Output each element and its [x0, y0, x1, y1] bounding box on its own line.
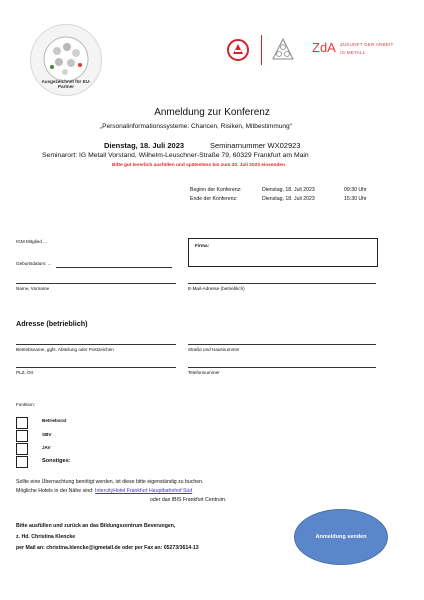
- option-sonstiges: Sonstiges:: [42, 458, 71, 464]
- deadline-note: Bitte gut leserlich ausfüllen und spätestens bis zum 30. Juli 2023 einsenden: [112, 163, 286, 168]
- hotel-link[interactable]: IntercityHotel Frankfurt Hauptbahnhof Süd: [95, 488, 193, 494]
- igmetall-logo-icon: [226, 38, 250, 62]
- begin-date: Dienstag, 18. Juli 2023: [262, 187, 315, 193]
- option-sbv: SBV: [42, 432, 52, 437]
- zda-subline-1: ZUKUNFT DER ARBEIT: [340, 42, 394, 47]
- checkbox-jav[interactable]: [16, 443, 28, 455]
- hotel-prefix: Mögliche Hotels in der Nähe sind:: [16, 488, 94, 494]
- option-jav: JAV: [42, 445, 51, 450]
- begin-time: 09:30 Uhr: [344, 187, 367, 193]
- conference-subtitle: „Personalinformationssysteme: Chancen, Risiken, Mitbestimmung“: [100, 123, 292, 130]
- checkbox-betriebsrat[interactable]: [16, 417, 28, 429]
- address-heading: Adresse (betrieblich): [16, 319, 88, 328]
- firma-field[interactable]: [188, 238, 378, 267]
- phone-field[interactable]: [188, 367, 376, 368]
- hotel-suggestion: [16, 488, 192, 494]
- conference-date: Dienstag, 18. Juli 2023: [104, 141, 185, 150]
- plz-label: PLZ, Ort: [16, 370, 34, 375]
- zda-logo: ZdA: [312, 40, 336, 55]
- checkbox-sonstiges[interactable]: [16, 456, 28, 468]
- name-field[interactable]: [16, 283, 176, 284]
- hotel-alternative: oder das IBIS Frankfurt Centrum.: [150, 497, 227, 503]
- birthdate-field[interactable]: [56, 267, 172, 268]
- submit-registration-button[interactable]: Anmeldung senden: [294, 509, 388, 565]
- hotel-note: Sollte eine Übernachtung benötigt werden, ist diese bitte eigenständig zu buchen.: [16, 479, 204, 485]
- street-field[interactable]: [188, 344, 376, 345]
- contact-details: per Mail an: christina.klencke@igmetall.de oder per Fax an: 05273/3614-13: [16, 545, 199, 551]
- end-time: 15:30 Uhr: [344, 196, 367, 202]
- option-betriebsrat: Betriebsrat: [42, 418, 67, 423]
- firma-label: Firma:: [195, 243, 210, 248]
- street-label: Straße und Hausnummer: [188, 347, 240, 352]
- logo-divider: [261, 35, 262, 65]
- email-field[interactable]: [188, 283, 376, 284]
- seminar-number: Seminarnummer WX02923: [210, 141, 301, 150]
- return-instruction: Bitte ausfüllen und zurück an das Bildungszentrum Beverungen,: [16, 523, 176, 529]
- phone-label: Telefonnummer: [188, 370, 220, 375]
- birthdate-label: Geburtsdatum: ...: [16, 261, 52, 266]
- plz-field[interactable]: [16, 367, 176, 368]
- end-date: Dienstag, 18. Juli 2023: [262, 196, 315, 202]
- function-label: Funktion:: [16, 402, 35, 407]
- seal-caption: Ausgezeichnet für EU-Partner: [41, 79, 91, 89]
- contact-person: z. Hd. Christina Klencke: [16, 534, 76, 540]
- name-label: Name, Vorname: [16, 286, 50, 291]
- company-field[interactable]: [16, 344, 176, 345]
- company-label: Betriebsname, ggfs. Abteilung oder Postzeichen: [16, 347, 114, 352]
- email-label: E-Mail-Adresse (betrieblich): [188, 286, 245, 291]
- zda-subline-2: IG METALL: [340, 50, 366, 55]
- triangle-pattern-icon: [271, 37, 295, 63]
- seminar-location: Seminarort: IG Metall Vorstand, Wilhelm-Leuschner-Straße 79, 60329 Frankfurt am Main: [42, 152, 309, 159]
- end-label: Ende der Konferenz:: [190, 196, 238, 202]
- igm-member-label: IGM Mitglied ...: [16, 239, 47, 244]
- page-title: Anmeldung zur Konferenz: [154, 107, 270, 118]
- checkbox-sbv[interactable]: [16, 430, 28, 442]
- begin-label: Beginn der Konferenz:: [190, 187, 242, 193]
